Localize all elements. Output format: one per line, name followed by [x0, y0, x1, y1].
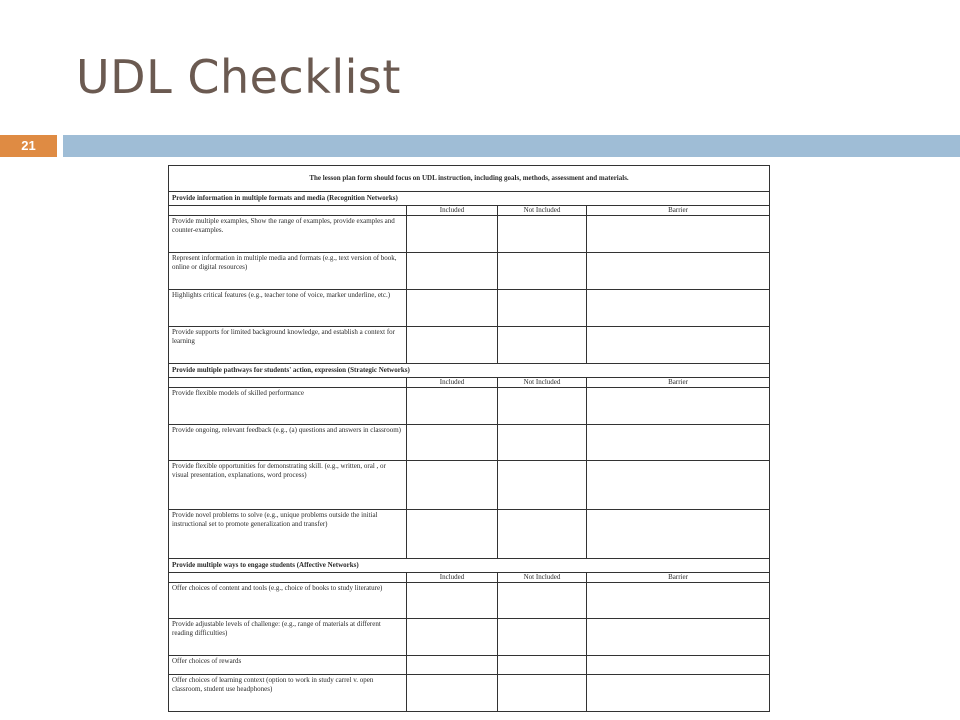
column-header-not-included: Not Included [498, 573, 587, 583]
column-header-not-included: Not Included [498, 378, 587, 388]
barrier-cell[interactable] [587, 388, 770, 425]
slide-title: UDL Checklist [76, 50, 401, 104]
not-included-cell[interactable] [498, 461, 587, 510]
not-included-cell[interactable] [498, 583, 587, 619]
barrier-cell[interactable] [587, 619, 770, 656]
column-header-included: Included [407, 206, 498, 216]
checklist-item-label: Provide flexible models of skilled performance [169, 388, 407, 425]
included-cell[interactable] [407, 656, 498, 675]
barrier-cell[interactable] [587, 510, 770, 559]
barrier-cell[interactable] [587, 327, 770, 364]
checklist-item-label: Offer choices of content and tools (e.g., choice of books to study literature) [169, 583, 407, 619]
included-cell[interactable] [407, 425, 498, 461]
not-included-cell[interactable] [498, 216, 587, 253]
column-header-barrier: Barrier [587, 573, 770, 583]
column-header-included: Included [407, 573, 498, 583]
not-included-cell[interactable] [498, 425, 587, 461]
included-cell[interactable] [407, 510, 498, 559]
checklist-item-label: Offer choices of learning context (option to work in study carrel v. open classroom, student use headphones) [169, 675, 407, 712]
checklist-item-label: Represent information in multiple media and formats (e.g., text version of book, online or digital resources) [169, 253, 407, 290]
checklist-row [169, 327, 770, 364]
slide-number: 21 [0, 135, 57, 157]
not-included-cell[interactable] [498, 510, 587, 559]
checklist-item-label: Provide adjustable levels of challenge: (e.g., range of materials at different reading difficulties) [169, 619, 407, 656]
barrier-cell[interactable] [587, 216, 770, 253]
not-included-cell[interactable] [498, 290, 587, 327]
checklist-row [169, 583, 770, 619]
slide-header-bar [0, 135, 960, 157]
column-header-blank [169, 378, 407, 388]
section-heading: Provide multiple ways to engage students (Affective Networks) [169, 559, 770, 573]
not-included-cell[interactable] [498, 388, 587, 425]
checklist-row [169, 461, 770, 510]
section-heading-row [169, 364, 770, 378]
checklist-row [169, 619, 770, 656]
barrier-cell[interactable] [587, 253, 770, 290]
barrier-cell[interactable] [587, 461, 770, 510]
included-cell[interactable] [407, 583, 498, 619]
checklist-row [169, 425, 770, 461]
table-intro-row [169, 166, 770, 192]
section-heading-row [169, 559, 770, 573]
column-header-included: Included [407, 378, 498, 388]
checklist-row [169, 253, 770, 290]
checklist-row [169, 290, 770, 327]
udl-checklist-table [168, 165, 770, 712]
not-included-cell[interactable] [498, 619, 587, 656]
checklist-row [169, 388, 770, 425]
checklist-row [169, 216, 770, 253]
checklist-item-label: Provide flexible opportunities for demonstrating skill. (e.g., written, oral , or visual presentation, explanations, word process) [169, 461, 407, 510]
checklist-row [169, 510, 770, 559]
not-included-cell[interactable] [498, 675, 587, 712]
included-cell[interactable] [407, 327, 498, 364]
barrier-cell[interactable] [587, 675, 770, 712]
column-header-row [169, 378, 770, 388]
column-header-row [169, 206, 770, 216]
barrier-cell[interactable] [587, 290, 770, 327]
column-header-barrier: Barrier [587, 378, 770, 388]
included-cell[interactable] [407, 290, 498, 327]
not-included-cell[interactable] [498, 327, 587, 364]
barrier-cell[interactable] [587, 425, 770, 461]
section-heading: Provide information in multiple formats and media (Recognition Networks) [169, 192, 770, 206]
column-header-blank [169, 206, 407, 216]
not-included-cell[interactable] [498, 656, 587, 675]
section-heading-row [169, 192, 770, 206]
checklist-row [169, 656, 770, 675]
section-heading: Provide multiple pathways for students' action, expression (Strategic Networks) [169, 364, 770, 378]
checklist-row [169, 675, 770, 712]
included-cell[interactable] [407, 388, 498, 425]
included-cell[interactable] [407, 619, 498, 656]
checklist-item-label: Provide supports for limited background knowledge, and establish a context for learning [169, 327, 407, 364]
column-header-barrier: Barrier [587, 206, 770, 216]
checklist-item-label: Provide ongoing, relevant feedback (e.g., (a) questions and answers in classroom) [169, 425, 407, 461]
barrier-cell[interactable] [587, 583, 770, 619]
included-cell[interactable] [407, 675, 498, 712]
included-cell[interactable] [407, 216, 498, 253]
not-included-cell[interactable] [498, 253, 587, 290]
checklist-item-label: Highlights critical features (e.g., teacher tone of voice, marker underline, etc.) [169, 290, 407, 327]
column-header-not-included: Not Included [498, 206, 587, 216]
column-header-blank [169, 573, 407, 583]
included-cell[interactable] [407, 461, 498, 510]
column-header-row [169, 573, 770, 583]
header-bar-fill [63, 135, 960, 157]
checklist-item-label: Provide multiple examples, Show the range of examples, provide examples and counter-examples. [169, 216, 407, 253]
barrier-cell[interactable] [587, 656, 770, 675]
included-cell[interactable] [407, 253, 498, 290]
table-intro: The lesson plan form should focus on UDL instruction, including goals, methods, assessment and materials. [169, 166, 770, 192]
checklist-item-label: Provide novel problems to solve (e.g., unique problems outside the initial instructional set to promote generalization and transfer) [169, 510, 407, 559]
checklist-item-label: Offer choices of rewards [169, 656, 407, 675]
